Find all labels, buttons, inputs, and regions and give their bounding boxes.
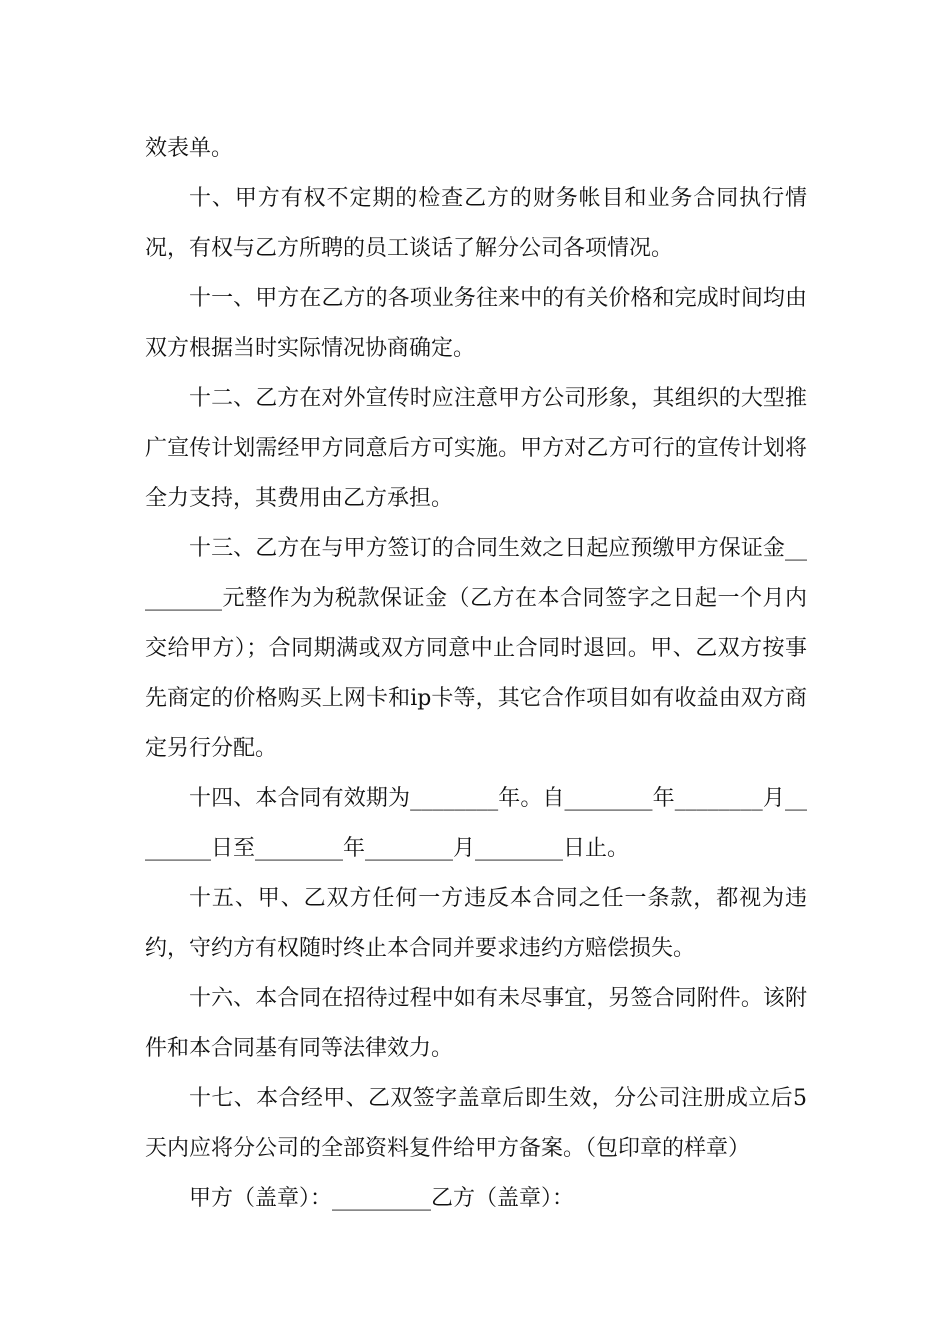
clause-16: 十六、本合同在招待过程中如有未尽事宜，另签合同附件。该附件和本合同基有同等法律效力。 [145,986,807,1061]
paragraph-continuation: 效表单。 [145,136,234,161]
clause-15: 十五、甲、乙双方任何一方违反本合同之任一条款，都视为违约，守约方有权随时终止本合同并要求违约方赔偿损失。 [145,886,807,961]
clause-11: 十一、甲方在乙方的各项业务往来中的有关价格和完成时间均由双方根据当时实际情况协商确定。 [145,286,807,361]
signature-line: 甲方（盖章）：_________乙方（盖章）： [189,1186,575,1211]
clause-13: 十三、乙方在与甲方签订的合同生效之日起应预缴甲方保证金_________元整作为为税款保证金（乙方在本合同签字之日起一个月内交给甲方）；合同期满或双方同意中止合同时退回。甲、乙双方按事先商定的价格购买上网卡和ip卡等，其它合作项目如有收益由双方商定另行分配。 [145,536,807,761]
clause-12: 十二、乙方在对外宣传时应注意甲方公司形象，其组织的大型推广宣传计划需经甲方同意后方可实施。甲方对乙方可行的宣传计划将全力支持，其费用由乙方承担。 [145,386,807,511]
clause-17: 十七、本合经甲、乙双签字盖章后即生效，分公司注册成立后5天内应将分公司的全部资料复件给甲方备案。（包印章的样章） [145,1086,807,1161]
clause-14: 十四、本合同有效期为________年。自________年________月________日至________年________月________日止。 [145,786,807,861]
clause-10: 十、甲方有权不定期的检查乙方的财务帐目和业务合同执行情况，有权与乙方所聘的员工谈话了解分公司各项情况。 [145,186,807,261]
document-body [145,124,807,1224]
